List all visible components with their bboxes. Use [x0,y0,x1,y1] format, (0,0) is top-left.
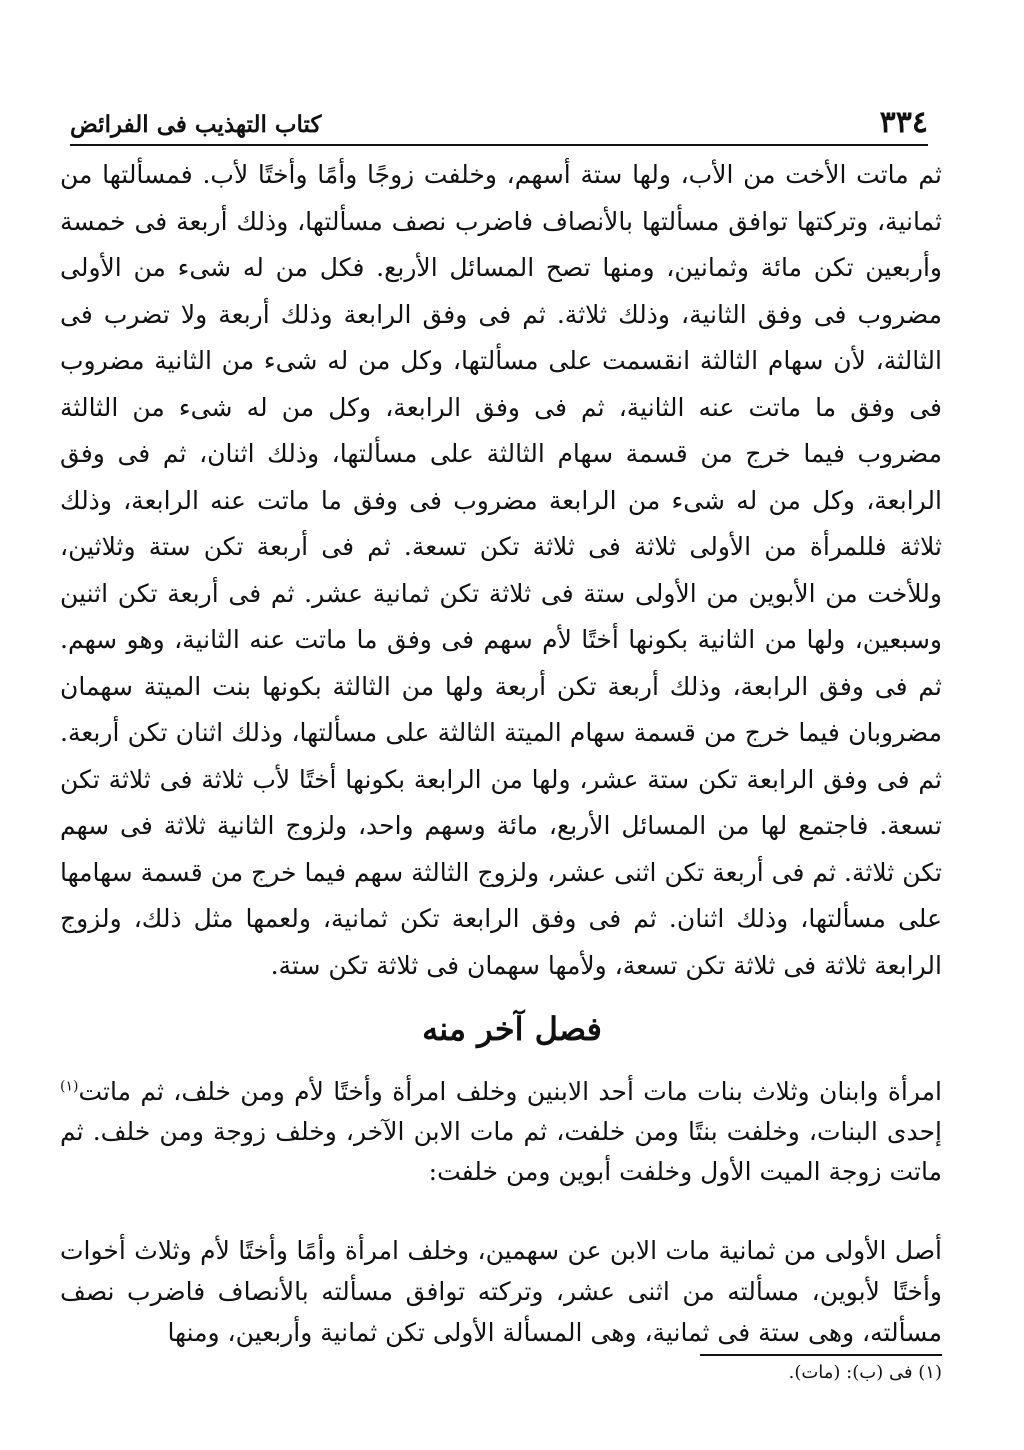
running-title: كتاب التهذيب فى الفرائض [70,111,322,138]
page-header [70,100,928,146]
footnote: (١) فى (ب): (مات). [788,1362,942,1383]
section-paragraph-2 [60,1230,942,1353]
footnote-divider [700,1354,942,1356]
section-paragraph-1 [60,1072,942,1192]
section-heading: فصل آخر منه [422,1010,602,1048]
page-number: ٣٣٤ [879,105,928,140]
paragraph: أصل الأولى من ثمانية مات الابن عن سهمين، وخلف امرأة وأمًا وأختًا لأم وثلاث أخوات وأختًا لأبوين، مسألته من اثنى عشر، وتركته توافق مسألته بالأنصاف فاضرب نصف مسألته، وهى ستة فى ثمانية، وهى المسألة الأولى تكن ثمانية وأربعين، ومنها [60,1236,942,1347]
main-text [60,152,942,989]
paragraph-text: إحدى البنات، وخلفت بنتًا ومن خلفت، ثم مات الابن الآخر، وخلف زوجة ومن خلف. ثم ماتت زوجة الميت الأول وخلفت أبوين ومن خلفت: [60,1117,942,1186]
paragraph-text: امرأة وابنان وثلاث بنات مات أحد الابنين وخلف امرأة وأختًا لأم ومن خلف، ثم ماتت [78,1077,942,1106]
footnote-marker[interactable]: (١) [60,1078,79,1095]
paragraph: ثم ماتت الأخت من الأب، ولها ستة أسهم، وخلفت زوجًا وأمًا وأختًا لأب. فمسألتها من ثمانية، وتركتها توافق مسألتها بالأنصاف فاضرب نصف مسألتها، وذلك أربعة فى خمسة وأربعين تكن مائة وثمانين، ومنها تصح المسائل الأربع. فكل من له شىء من الأولى مضروب فى وفق الثانية، وذلك ثلاثة. ثم فى وفق الرابعة وذلك أربعة ولا تضرب فى الثالثة، لأن سهام الثالثة انقسمت على مسألتها، وكل من له شىء من الثانية مضروب فى وفق ما ماتت عنه الثانية، ثم فى وفق الرابعة، وكل من له شىء من الثالثة مضروب فيما خرج من قسمة سهام الثالثة على مسألتها، وذلك اثنان، ثم فى وفق الرابعة، وكل من له شىء من الرابعة مضروب فى وفق ما ماتت عنه الرابعة، وذلك ثلاثة فللمرأة من الأولى ثلاثة فى ثلاثة تكن تسعة. ثم فى أربعة تكن ستة وثلاثين، وللأخت من الأبوين من الأولى ستة فى ثلاثة تكن ثمانية عشر. ثم فى أربعة تكن اثنين وسبعين، ولها من الثانية بكونها أختًا لأم سهم فى وفق ما ماتت عنه الثانية، وهو سهم. ثم فى وفق الرابعة، وذلك أربعة تكن أربعة ولها من الثالثة بكونها بنت الميتة سهمان مضروبان فيما خرج من قسمة سهام الميتة الثالثة على مسألتها، وذلك اثنان تكن أربعة. ثم فى وفق الرابعة تكن ستة عشر، ولها من الرابعة بكونها أختًا لأب ثلاثة فى ثلاثة تكن تسعة. فاجتمع لها من المسائل الأربع، مائة وسهم واحد، ولزوج الثانية ثلاثة فى سهم تكن ثلاثة. ثم فى أربعة تكن اثنى عشر، ولزوج الثالثة سهم فيما خرج من قسمة سهامها على مسألتها، وذلك اثنان. ثم فى وفق الرابعة تكن ثمانية، ولعمها مثل ذلك، ولزوج الرابعة ثلاثة فى ثلاثة تكن تسعة، ولأمها سهمان فى ثلاثة تكن ستة. [60,160,942,980]
